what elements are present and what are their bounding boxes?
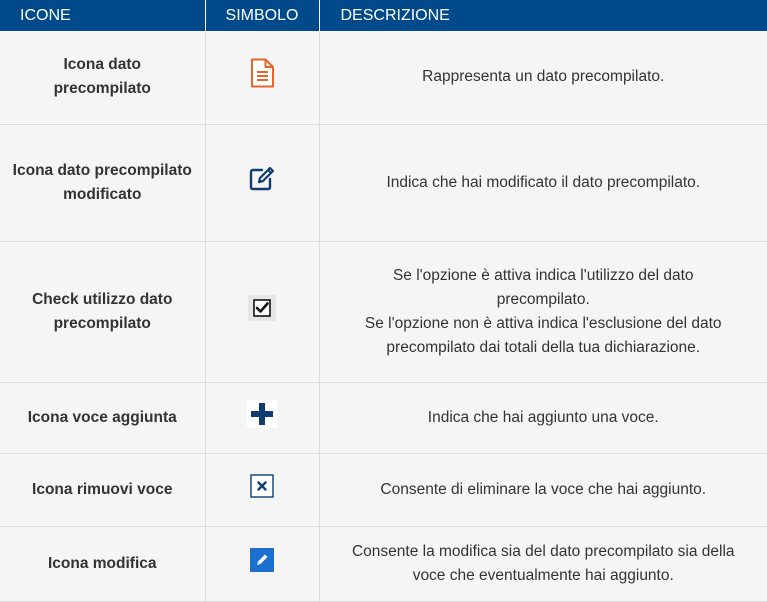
icon-name: Icona rimuovi voce [32, 480, 173, 498]
description-text: Consente di eliminare la voce che hai aggiunto. [380, 480, 707, 498]
icon-name-cell [0, 241, 205, 382]
header-icone: ICONE [0, 0, 205, 31]
header-descrizione: DESCRIZIONE [319, 0, 767, 31]
icon-name: Icona dato [63, 56, 141, 74]
description-text: precompilato dai totali della tua dichiarazione. [386, 338, 701, 356]
remove-icon [250, 474, 274, 498]
icon-name: Icona dato [12, 161, 91, 179]
symbol-cell [205, 526, 319, 601]
table-row [0, 241, 767, 382]
icon-name: Check utilizzo dato [32, 290, 173, 308]
table-row [0, 453, 767, 526]
description-cell [319, 241, 767, 382]
table-row [0, 31, 767, 124]
icon-name-cell [0, 382, 205, 453]
icon-name: precompilato [53, 314, 151, 332]
table-row [0, 526, 767, 601]
description-text: Rappresenta un dato precompilato. [422, 68, 665, 86]
icon-name-cell [0, 31, 205, 124]
icon-name: Icona modifica [47, 554, 157, 572]
plus-icon [247, 400, 277, 428]
header-simbolo: SIMBOLO [205, 0, 319, 31]
symbol-cell [205, 382, 319, 453]
description-cell [319, 526, 767, 601]
icon-name-cell [0, 453, 205, 526]
icon-name: precompilato [53, 80, 151, 98]
description-text: precompilato. [496, 290, 590, 308]
description-text: Se l'opzione è attiva indica l'utilizzo del dato [392, 266, 694, 284]
pencil-icon [250, 548, 274, 572]
description-cell [319, 31, 767, 124]
table-row [0, 124, 767, 241]
icon-name-cell [0, 526, 205, 601]
symbol-cell [205, 124, 319, 241]
icon-name-cell [0, 124, 205, 241]
description-text: Se l'opzione non è attiva indica l'esclusione del dato [364, 314, 722, 332]
document-icon [249, 58, 275, 88]
symbol-cell [205, 241, 319, 382]
description-text: Consente la modifica sia del dato precompilato sia della [351, 542, 735, 560]
icon-name: Icona voce aggiunta [27, 408, 177, 426]
description-text: Indica che hai modificato il dato precompilato. [386, 173, 701, 191]
description-cell [319, 453, 767, 526]
symbol-cell [205, 453, 319, 526]
table-header-row [0, 0, 767, 31]
table-row [0, 382, 767, 453]
icon-name: precompilato [94, 161, 192, 179]
description-cell [319, 382, 767, 453]
edit-icon [248, 166, 276, 192]
description-cell [319, 124, 767, 241]
description-text: voce che eventualmente hai aggiunto. [412, 566, 674, 584]
symbol-cell [205, 31, 319, 124]
checkbox-checked-icon [248, 295, 276, 321]
description-text: Indica che hai aggiunto una voce. [427, 408, 659, 426]
icon-name: modificato [63, 185, 142, 203]
